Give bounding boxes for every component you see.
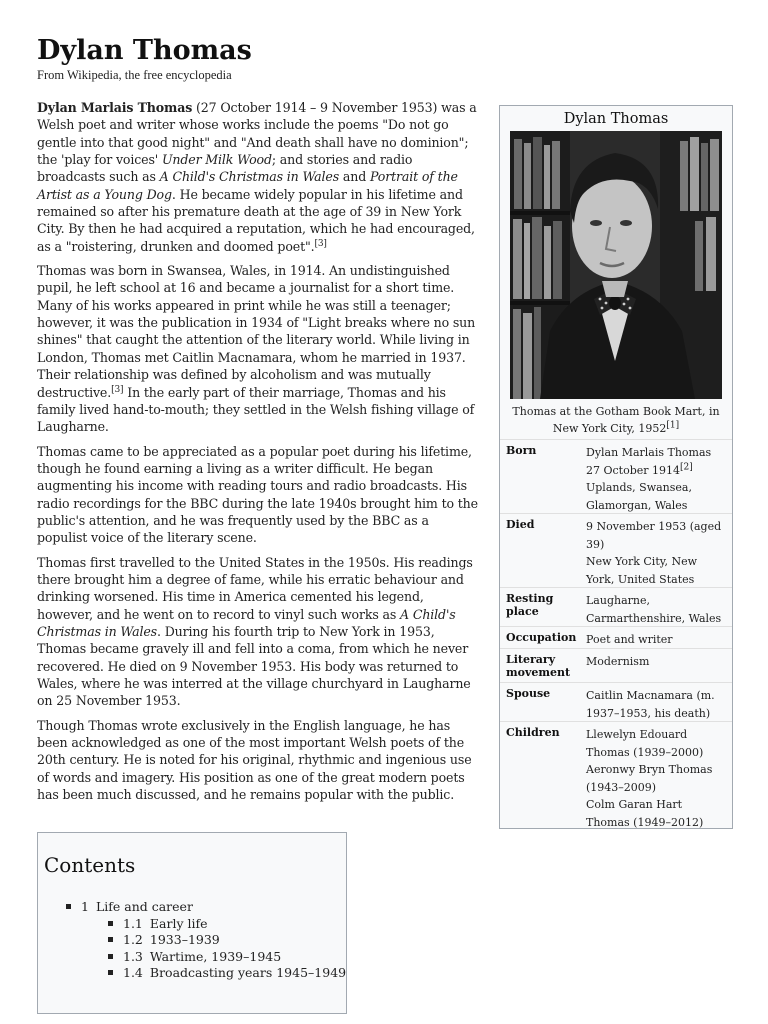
reference-link[interactable]: [1] — [666, 420, 680, 431]
text: Thomas first travelled to the United States in the 1950s. His readings there brought him a degree of fame, while his erratic behaviour and drinking worsened. His time in America cemented his legend, however, and he went on to record to vinyl such works as — [37, 554, 473, 622]
toc-number: 1.4 — [123, 965, 143, 980]
row-value[interactable]: Modernism — [586, 655, 650, 668]
toc-number: 1 — [81, 899, 89, 914]
paragraph-5: Though Thomas wrote exclusively in the English language, he has been acknowledged as one of the most important Welsh poets of the 20th century. He is noted for his original, rhythmic and ingenious use of words and imagery. His position as one of the great modern poets has been much discussed, and he remains popular with the public. — [37, 717, 472, 803]
reference-link[interactable]: [3] — [111, 384, 124, 395]
toc-label: Early life — [149, 915, 208, 931]
page-title: Dylan Thomas — [37, 35, 252, 66]
photo-caption — [508, 403, 724, 437]
paragraph-1 — [37, 99, 482, 255]
toc-label: Wartime, 1939–1945 — [149, 948, 282, 964]
text: . He became widely popular in his lifetime and remained so after his premature death at the age of 39 in New York City. By then he had acquired a reputation, which he had encouraged, as a "roistering, drunken and doomed poet". — [37, 186, 475, 254]
toc-label: Broadcasting years 1945–1949 — [149, 965, 347, 980]
work-title-link[interactable]: A Child's Christmas in Wales — [37, 606, 456, 639]
row-label: Occupation — [506, 631, 577, 644]
bullet-icon — [108, 937, 113, 942]
toc-item[interactable] — [66, 916, 346, 933]
row-value — [586, 518, 728, 588]
infobox-row-resting-place — [500, 587, 732, 627]
caption-text: Thomas at the Gotham Book Mart, in New York City, 1952 — [512, 405, 720, 435]
bullet-icon — [108, 921, 113, 926]
toc-number: 1.1 — [123, 915, 143, 931]
text: (27 October 1914 – 9 November 1953) was a Welsh poet and writer whose works include the poems "Do not go gentle into that good night" and "And death shall have no dominion"; the 'play for voices' — [37, 100, 477, 168]
paragraph-3: Thomas came to be appreciated as a popular poet during his lifetime, though he found earning a living as a writer difficult. He began augmenting his income with reading tours and radio broadcasts. His radio recordings for the BBC during the late 1940s brought him to the public's attention, and he was frequently used by the BBC as a populist voice of the literary scene. — [37, 443, 478, 546]
row-label: Resting place — [506, 592, 554, 618]
row-label: Born — [506, 444, 537, 457]
reference-link[interactable]: [2] — [680, 461, 693, 472]
toc-number: 1.3 — [123, 948, 143, 964]
row-label: Children — [506, 726, 560, 739]
paragraph-4 — [37, 554, 482, 710]
portrait-photo[interactable] — [510, 131, 722, 399]
infobox-row-born — [500, 439, 732, 514]
text: and — [339, 169, 370, 185]
article-body — [37, 99, 482, 810]
work-title-link[interactable]: A Child's Christmas in Wales — [159, 169, 340, 185]
child-entry: Colm Garan Hart Thomas (1949–2012) — [586, 798, 704, 829]
death-date: 9 November 1953 (aged 39) — [586, 520, 722, 551]
toc-item[interactable] — [66, 965, 346, 982]
table-of-contents — [37, 832, 347, 1014]
infobox-row-spouse — [500, 682, 732, 722]
birth-place[interactable]: Uplands, Swansea, Glamorgan, Wales — [586, 481, 692, 512]
toc-item[interactable] — [66, 932, 346, 949]
infobox-row-children — [500, 721, 732, 829]
toc-number: 1.2 — [123, 932, 143, 947]
text: . During his fourth trip to New York in 1953, Thomas became gravely ill and fell into a coma, from which he never recovered. He died on 9 November 1953. His body was returned to Wales, where he was interred at the village churchyard in Laugharne on 25 November 1953. — [37, 623, 471, 709]
birth-date — [586, 462, 728, 480]
row-value — [586, 726, 728, 831]
row-value[interactable]: Caitlin Macnamara (m. 1937–1953, his death) — [586, 689, 715, 720]
work-title-link[interactable]: Portrait of the Artist as a Young Dog — [37, 169, 458, 202]
birth-name: Dylan Marlais Thomas — [586, 446, 712, 459]
page-tagline: From Wikipedia, the free encyclopedia — [37, 68, 232, 82]
bullet-icon — [108, 970, 113, 975]
infobox-title: Dylan Thomas — [563, 111, 669, 127]
text: ; and stories and radio broadcasts such as — [37, 152, 413, 185]
row-label: Spouse — [506, 687, 551, 700]
toc-label: Life and career — [95, 899, 193, 914]
row-value — [586, 444, 728, 514]
child-entry: Llewelyn Edouard Thomas (1939–2000) — [586, 728, 704, 759]
toc-item[interactable] — [66, 899, 346, 916]
bullet-icon — [66, 904, 71, 909]
text: In the early part of their marriage, Thomas and his family lived hand-to-mouth; they settled in the Welsh fishing village of Laugharne. — [37, 384, 475, 435]
subject-name: Dylan Marlais Thomas — [37, 100, 193, 115]
row-value[interactable]: Laugharne, Carmarthenshire, Wales — [586, 594, 722, 625]
infobox-row-died — [500, 513, 732, 588]
infobox-row-occupation — [500, 626, 732, 649]
bullet-icon — [108, 954, 113, 959]
toc-label: 1933–1939 — [149, 932, 220, 947]
work-title-link[interactable]: Under Milk Wood — [161, 152, 272, 168]
reference-link[interactable]: [3] — [314, 238, 327, 249]
portrait-image — [510, 131, 722, 399]
row-label: Died — [506, 518, 535, 531]
toc-list — [66, 899, 346, 982]
row-label: Literary movement — [506, 653, 571, 679]
birth-date-text: 27 October 1914 — [586, 463, 681, 477]
paragraph-2 — [37, 262, 482, 435]
infobox — [499, 105, 733, 829]
death-place[interactable]: New York City, New York, United States — [586, 555, 698, 586]
row-value: Poet and writer — [586, 633, 673, 646]
child-entry: Aeronwy Bryn Thomas (1943–2009) — [586, 763, 713, 794]
text: Thomas was born in Swansea, Wales, in 1914. An undistinguished pupil, he left school at 16 and became a journalist for a short time. Many of his works appeared in print while he was still a teenager; however, it was the publication in 1934 of "Light breaks where no sun shines" that caught the attention of the literary world. While living in London, Thomas met Caitlin Macnamara, whom he married in 1937. Their relationship was defined by alcoholism and was mutually destructive. — [37, 263, 476, 400]
infobox-row-literary-movement — [500, 648, 732, 683]
toc-item[interactable] — [66, 949, 346, 966]
contents-title: Contents — [44, 853, 136, 877]
